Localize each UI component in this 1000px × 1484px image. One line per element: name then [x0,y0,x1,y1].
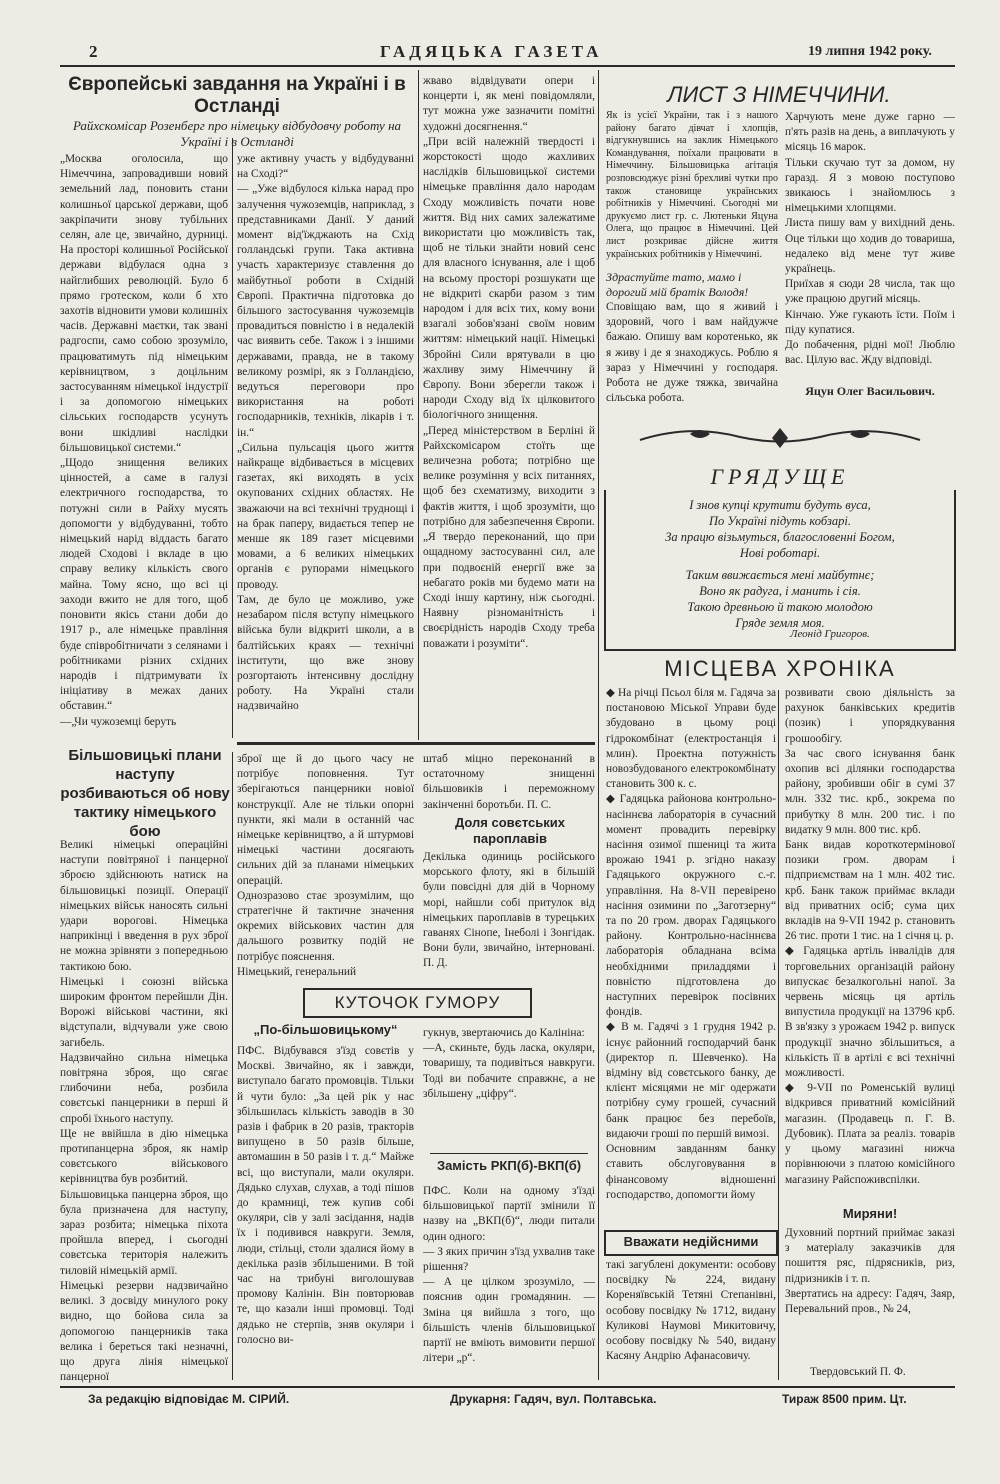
page-number: 2 [89,42,98,61]
ornament-divider-icon [630,422,930,452]
column-rule [778,690,779,1380]
footer-editor: За редакцію відповідає М. СІРИЙ. [88,1392,290,1406]
footer-printer: Друкарня: Гадяч, вул. Полтавська. [450,1392,657,1406]
chronicle-column: розвивати свою діяльність за рахунок банківських кредитів (позик) і упорядкування грошообігу. За час свого існування банк охопив всі ділянки господарства району, зробивши обіг в сумі 37 млн. 332 тис. крб., зокрема по прибутку 8 млн. 200 тис. і по видатку 9 млн. 800 тис. крб. Банк видав короткотермінової позики гром. дворам і підприємствам на 1 млн. 402 тис. крб. Банк також приймає вклади від приватних осіб; сума цих вкладів на 9-VII 1942 р. становить 26 тис. проти 1 тис. на 1 січня ц. р. ◆ Гадяцька артіль інвалідів для торговельних організацій району випускає безалкогольні напої. За червень місяць ця артіль випустила продукції на 13796 крб. В зв'язку з урожаєм 1942 р. випуск продукції значно збільшиться, а кількість її в артілі є всі технічні можливості. ◆ 9-VII по Роменській вулиці відкрився приватний комісійний магазин. (Продавець п. Г. В. Дубовик). Плата за реаліз. товарів у цьому магазині нижча порівнюючи з платою комісійного магазину Райспоживспілки. [785,687,955,1186]
letter-greeting: Здрастуйте тато, мамо і дорогий мій братік Володя! [606,270,749,299]
divider [430,1153,588,1154]
article-column: штаб міцно переконаний в остаточному знищенні більшовиків і переможному закінченні боротьби. П. С. [423,753,595,811]
section-rule [237,742,595,745]
article-title: Європейські завдання на Україні і в Остланді [68,74,406,117]
humor-column: ПФС. Коли на одному з'їзді більшовицької партії змінили її назву на „ВКП(б)“, люди питали один одного: — З яких причин з'їзд ухвалив таке рішення? — А це цілком зрозуміло, — пояснив один громадянин. — Зміна ця вийшла з того, що більшість членів більшовицької партії не вміють вимовити першої літери „р“. [423,1185,595,1365]
poem-stanza: Таким ввижається мені майбутнє; Воно як радуга, і манить і сія. Такою древньою й такою молодою Гряде земля моя. [685,568,875,630]
article-column: „Москва оголосила, що Німеччина, запровадивши новий земельний лад, поновить стани колишньої царської держави, щоб закріпачити знову тубільних селян, але це, звичайно, дурниці. На просторі колишньої Російської держави відбулася одна з найглибших революцій. Було б прямо гротеском, коли б хто захотів відновити умови колишніх часів. Державні маєтки, так звані радгоспи, само собою зрозуміло, працюватимуть під німецьким керівництвом, з доцільним застосуванням німецької індустрії і за допомогою німецьких сільських господарств усунуть вони шкідливі наслідки більшовицької системи.“ „Щодо знищення великих цінностей, а саме в галузі електричного господарства, то потужні сили в Райху мусять допомогти у відбудуванні, тобто німецький нарід віддасть багато людей Сходові і вкладе в цю справу велику кількість свого майна. Тому ясно, що всі ці заходи вжито не для того, щоб поновити якісь стани доби до 1917 р., але німецьке правління буде співробітничати з селянами і робітниками різних східних народів і підтримувати їх ініціативу в межах даних обставин.“ —„Чи чужоземці беруть [60,153,228,728]
column-rule [232,752,233,1380]
ad-body: Духовний портний приймає заказі з матеріалу заказчиків для пошиття ряс, підрясників, риз, підризників і т. п. Звертатись на адресу: Гадяч, Заяр, Перевальний пров., № 24, [785,1227,955,1316]
footer-circulation: Тираж 8500 прим. Цт. [782,1392,907,1406]
poem-stanza: І знов купці крутити будуть вуса, По Україні підуть кобзарі. За працю візьмуться, благословенні Богом, Нові роботарі. [665,498,895,560]
notice-body: такі загублені документи: особову посвідку № 224, видану Кореняївській Тетяні Степанівні, особову посвідку № 1712, видану Куликові Наумові Микитовичу, особову посвідку № 540, видану Касяну Андрію Афанасовичу. [606,1259,776,1363]
notice-title: Вважати недійсними [623,1234,759,1249]
letter-column: Сповіщаю вам, що я живий і здоровий, чого і вам найдужче бажаю. Опишу вам коротенько, як я живу і де я знаходжусь. Роблю я зараз у Німеччині у господаря. Робота не дуже тяжка, звичайна сільська робота. [606,301,778,405]
chronicle-title: МІСЦЕВА ХРОНІКА [664,656,896,681]
article-body: Декілька одиниць російського морського флоту, які в більшій були повсідні для дій в Чорному морі, найшли собі притулок від німецьких пароплавів в турецьких гаванях Сінопе, Інеболі і Зонгідак. Вони були, звичайно, інтерновані. П. Д. [423,851,595,970]
column-rule [598,70,599,1380]
chronicle-column: ◆ На річці Псьол біля м. Гадяча за постановою Міської Управи буде збудовано в цьому році гідрокомбінат (електростанція і млин). Проектна потужність новозбудованого електрокомбінату становить 300 к. с. ◆ Гадяцька районова контрольно-насіннєва лабораторія в сучасний момент провадить перевірку насіння озимої пшениці та жита врожаю 1941 р. згідно наказу Гадяцького окружного с.-г. управління. На 8-VII перевірено насіння озимини по „Заготзерну“ та по 20 гром. дворах Гадяцького району. Контрольно-насіннєва лабораторія обладнана всіма необхідними приладдями і повністю підготовлена до наступних перевірок посівних фондів. ◆ В м. Гадячі з 1 грудня 1942 р. існує районний господарчий банк (директор п. Шевченко). На відміну від совєтського банку, де клієнт місяцями не міг одержати потрібну суму грошей, сучасний банк працює без перебоїв, видаючи гроші по першій вимозі. Основним завданням банку ставить обслуговування в фінансовому відношенні господарство, допомогти йому [606,687,776,1201]
letter-signature: Яцун Олег Васильович. [805,384,935,398]
article-column: зброї ще й до цього часу не потрібує поповнення. Тут зберігаються панцерники новіої конструкції. Але не тільки опорні пункти, які мали в останній час німецьке керівництво, а й штурмові німецькі частини досягають сильних дій за планами німецьких операцій. Однозразово стає зрозумілим, що стратегічне й тактичне значення окремих військових частин для дальшого розвитку подій не потрібує пояснення. Німецький, генеральний [237,753,414,978]
masthead-rule [60,65,955,67]
issue-date: 19 липня 1942 року. [808,44,932,59]
poem-title: ГРЯДУЩЕ [604,464,956,490]
article-column: жваво відвідувати опери і концерти і, як мені повідомляли, тут можна уже зазначити помітні художні досягнення.“ „При всій належній твердості і жорстокості щодо жахливих наслідків більшовицької системи німецьке правління дало народам Сходу можливість почати нове життя. Від них самих залежатиме використати цю можливість так, щоб не тільки знайти новий сенс для власного існування, але і щоб на всьому просторі розшукати ще не відкриті скарби разом з тим народом і для всіх тих, кому вони взагалі зобов'язані своїм новим життям: німецький нації. Німецькі Збройні Сили врятували в цю жахливу зиму Німеччину й Європу. Вони зберегли також і народи Сходу від їх цілковитого біологічного знищення. „Перед міністерством в Берліні й Райхскомісаром стоїть ще величезна робота; потрібно ще велике розуміння у всіх питаннях, щоб без схематизму, виходити з фактів життя, і щоб зрозуміти, що потрібно для забезпечення Європи. „Я твердо переконаний, що при ощадному застосуванні сил, але при подвоєній енергії вже за небагато років ми будемо мати на Сході іншу картину, ніж сьогодні. Наявну різноманітність і своєрідність народів Сходу треба поважати і розуміти“. [423,75,595,650]
humor-piece-title: „По-більшовицькому“ [253,1022,398,1037]
humor-piece-title: Замість РКП(б)-ВКП(б) [436,1158,582,1173]
footer-rule [60,1386,955,1388]
ad-signature: Твердовський П. Ф. [810,1366,906,1378]
article-column: Великі німецькі операційні наступи повітряної і панцерної зброєю здійснюють натиск на більшовицькі позиції. Операції німецьких військ наносять сильні удари ворогові. Німецька наприкінці і введення в рух зброї не можна зрівняти з попередньою тактикою бою. Німецькі і союзні війська широким фронтом перейшли Дін. Ворожі військові частини, які відступали, відчували уже свою загибель. Надзвичайно сильна німецька повітряна зброя, що сягає глибочини неба, розбила совєтські панцерники в перші й спробі їхнього наступу. Ще не ввійшла в дію німецька протипанцерна зброя, як намір совєтського військового керівництва був розбитий. Більшовицька панцерна зброя, що була призначена для наступу, зараз розбита; німецька піхота пройшла вперед, і сьогодні совєтська територія належить тиловій німецькій армії. Німецькі резерви надзвичайно великі. З досвіду минулого року видно, що бойова сила за допомогою панцерників така велика і береться такі незначні, що друга лінія німецької панцерної [60,839,228,1383]
humor-column: ПФС. Відбувався з'їзд совєтів у Москві. Звичайно, як і завжди, виступало багато промовців. Тільки й чути було: „За цей рік у нас збільшилась кількість заводів в 30 разів і фабрик в 20 разів, тракторів випущено в 50 разів більше, автомашин в 50 разів і т. д.“ Майже всі, що виступали, мали окуляри. Дядько слухав, слухав, а тоді пішов до крамниці, теж купив собі окуляри, сів у залі засідання, надів їх і подивився навкруги. Земля, люди, стільці, столи здалися йому в декілька разів збільшеними. В той час на трибуні виголошував промову Калінін. Він повторював те, що казали інші промовці. Тоді дядько не стерпів, зняв окуляри і голосно ви- [237,1045,414,1346]
masthead: ГАДЯЦЬКА ГАЗЕТА [380,42,603,61]
article-subtitle: Райхскомісар Розенберг про німецьку відбудовчу роботу на Україні і в Остланді [72,118,402,149]
column-rule [418,70,419,740]
article-column: уже активну участь у відбудуванні на Сході?“ — „Уже відбулося кілька нарад про залучення чужоземців, наприклад, з представниками Данії. У даний момент від'їжджають на Схід голландські групи. Така активна участь характеризує ставлення до майбутньої роботи в Східній Європі. Практична підготовка до більшого застосування чужоземців провадиться повністю і в недалекій час виявить себе. Також і з іншими державами, правда, не в такому великому розмірі, як з Голландією, ведуться переговори про використання на роботі господарників, техніків, лікарів і т. ін.“ „Сильна пульсація цього життя найкраще відбивається в місцевих газетах, які виходять в усіх окупованих східних областях. Не зважаючи на всі технічні труднощі і на брак паперу, видається тепер не менше як 189 газет місцевими мовами, а 6 великих німецьких органів є рупорами німецького проводу. Там, де було це можливо, уже незабаром після вступу німецького війська були відкриті школи, а в балтійських краях — технічні інститути, що вже знову розгортають інтенсивну дослідну роботу. На Україні стали надзвичайно [237,153,414,713]
article-title: Більшовицькі плани наступу розбиваються об нову тактику німецького бою [60,747,230,840]
poem-author: Леонід Григоров. [790,628,870,640]
letter-intro: Як із усієї України, так і з нашого району багато дівчат і хлопців, відгукнувшись на заклик Німецького Командування, поїхали працювати в Німеччину. Більшовицька агітація розповсюджує різні брехливі чутки про також становище українських робітників у Німеччині. Сьогодні ми друкуємо лист гр. с. Лютеньки Яцуна Олега, що працює в Німеччині. Цей лист розкриває дійсне життя українських робітників у Німеччині. [606,110,778,260]
letter-column: Харчують мене дуже гарно — п'ять разів на день, а виплачують у місяць 16 марок. Тільки скучаю тут за домом, ну гаразд. Я з мовою поступово звикаюсь і знайомлюсь з німецькими хлопцями. Листа пишу вам у вихідний день. Оце тільки що ходив до товариша, недалеко від мене тут живе українець. Приїхав я сюди 28 числа, так що уже працюю другий місяць. Кінчаю. Уже гукають їсти. Поїм і піду купатися. До побачення, рідні мої! Люблю вас. Цілую вас. Жду відповіді. [785,111,955,367]
column-rule [232,138,233,738]
humor-column: гукнув, звертаючись до Калініна: —А, скиньте, будь ласка, окуляри, товаришу, та подивіться навкруги. Тоді ви побачите справжнє, а не збільшену „ціфру“. [423,1027,595,1100]
article-title: Доля совєтських пароплавів [455,815,565,846]
ad-title: Миряни! [842,1206,898,1221]
letter-title: ЛИСТ З НІМЕЧЧИНИ. [667,82,891,107]
humor-section-title: КУТОЧОК ГУМОРУ [334,993,501,1012]
